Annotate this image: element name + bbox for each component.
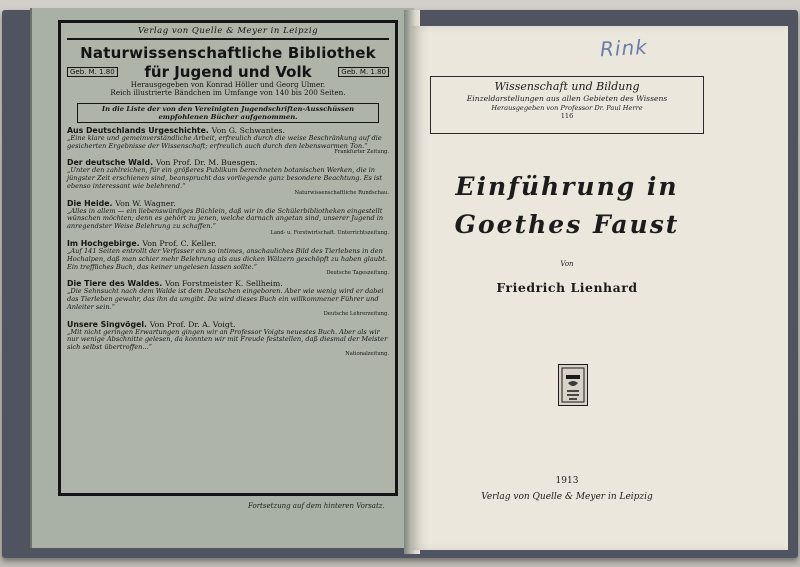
entry-author: Von Prof. C. Keller. <box>142 239 217 248</box>
list-item <box>67 126 389 156</box>
publisher-band: Verlag von Quelle & Meyer in Leipzig <box>67 25 389 40</box>
book-title-line-2: Goethes Faust <box>454 210 680 239</box>
entry-source: Nationalzeitung. <box>345 350 389 357</box>
list-item <box>67 320 389 357</box>
library-subtitle-row <box>67 63 389 81</box>
series-box <box>430 76 704 134</box>
entry-quote: „Eine klare und gemeinverständliche Arbeit, erfreulich durch die weise Beschränkung auf die gesicherten Ergebnisse der Wissenschaft; erfreulich auch durch den lebenswarmen Ton.“ <box>67 133 382 150</box>
book-title-line-1: Einführung in <box>455 172 679 201</box>
recommendation-notice: In die Liste der von den Vereinigten Jugendschriften-Ausschüssen empfohlenen Bücher aufgenommen. <box>77 103 379 123</box>
entry-source: Naturwissenschaftliche Rundschau. <box>294 189 389 196</box>
by-label: Von <box>560 260 574 268</box>
entry-source: Deutsche Lehrerzeitung. <box>323 310 389 317</box>
entry-title: Der deutsche Wald. <box>67 158 154 168</box>
entry-quote: „Unter den zahlreichen, für ein größeres Publikum berechneten botanischen Werken, die in jüngster Zeit erschienen sind, beansprucht das vorliegende ganz besondere Beachtung. Es ist ebenso interessant wie belehrend.“ <box>67 166 383 190</box>
price-left: Geb. M. 1.80 <box>67 67 118 77</box>
entry-quote: „Die Sehnsucht nach dem Walde ist dem Deutschen eingeboren. Aber wie wenig wird er dabei das Tierleben gewahr, das ihn da umgibt. Da wird dieses Buch ein willkommener Führer und Anleiter sein.“ <box>67 287 384 311</box>
publisher-logo-icon <box>558 364 588 406</box>
entry-source: Frankfurter Zeitung. <box>334 149 389 156</box>
entry-author: Von Prof. Dr. M. Buesgen. <box>155 158 258 168</box>
entry-title: Im Hochgebirge. <box>67 239 140 248</box>
entry-title: Die Heide. <box>67 198 113 208</box>
handwritten-signature: Rink <box>599 34 649 62</box>
entry-quote: „Alles in allem — ein liebenswürdiges Büchlein, daß wir in die Schülerbibliotheken eingestellt wünschen möchten; denn es gehört zu jenen, welche darnach angetan sind, unserer Jugend in anregendster Weise Belehrung zu schaffen.“ <box>67 206 384 231</box>
entry-author: Von Prof. Dr. A. Voigt. <box>149 319 236 329</box>
series-number: 116 <box>560 112 574 120</box>
library-title: Naturwissenschaftliche Bibliothek <box>80 44 376 62</box>
library-subtitle: für Jugend und Volk <box>144 63 312 81</box>
entry-author: Von W. Wagner. <box>115 198 176 208</box>
entry-title: Die Tiere des Waldes. <box>67 279 163 289</box>
author-name: Friedrich Lienhard <box>496 280 638 295</box>
entry-author: Von Forstmeister K. Sellheim. <box>164 279 283 289</box>
list-item <box>67 199 389 236</box>
series-editor: Herausgegeben von Professor Dr. Paul Herre <box>491 104 643 112</box>
advertisement-box <box>58 20 398 496</box>
continuation-note: Fortsetzung auf dem hinteren Vorsatz. <box>248 502 385 510</box>
entry-title: Aus Deutschlands Urgeschichte. <box>67 125 209 135</box>
list-item <box>67 239 389 276</box>
publication-year: 1913 <box>555 476 579 486</box>
editors-line: Herausgegeben von Konrad Höller und Georg Ulmer. <box>130 80 326 89</box>
series-subtitle: Einzeldarstellungen aus allen Gebieten des Wissens <box>466 94 668 103</box>
entry-quote: „Auf 141 Seiten entrollt der Verfasser ein so intimes, anschauliches Bild des Tierlebens in den Hochalpen, daß man schier mehr Belehrung als aus dicken Wälzern geschöpft zu haben glaubt. Ein treffliches Buch, das keiner ungelesen lassen sollte.“ <box>67 247 387 271</box>
entry-source: Deutsche Tageszeitung. <box>326 270 389 277</box>
title-page <box>412 26 788 550</box>
entry-author: Von G. Schwantes. <box>211 125 285 135</box>
list-item <box>67 158 389 195</box>
list-item <box>67 279 389 316</box>
description-line: Reich illustrierte Bändchen im Umfange von 140 bis 200 Seiten. <box>110 88 346 98</box>
entry-title: Unsere Singvögel. <box>67 319 148 329</box>
entry-source: Land- u. Forstwirtschaft. Unterrichtszeitung. <box>270 230 389 236</box>
price-right: Geb. M. 1.80 <box>338 67 389 77</box>
publisher-imprint: Verlag von Quelle & Meyer in Leipzig <box>481 492 653 502</box>
entry-quote: „Mit nicht geringen Erwartungen gingen wir an Professor Voigts neuestes Buch. Aber als wir nur wenige Abschnitte gelesen, da konnten wir mit Freude feststellen, daß diesmal der Meister sich selbst übertroffen...“ <box>67 327 388 352</box>
series-title: Wissenschaft und Bildung <box>494 80 640 93</box>
